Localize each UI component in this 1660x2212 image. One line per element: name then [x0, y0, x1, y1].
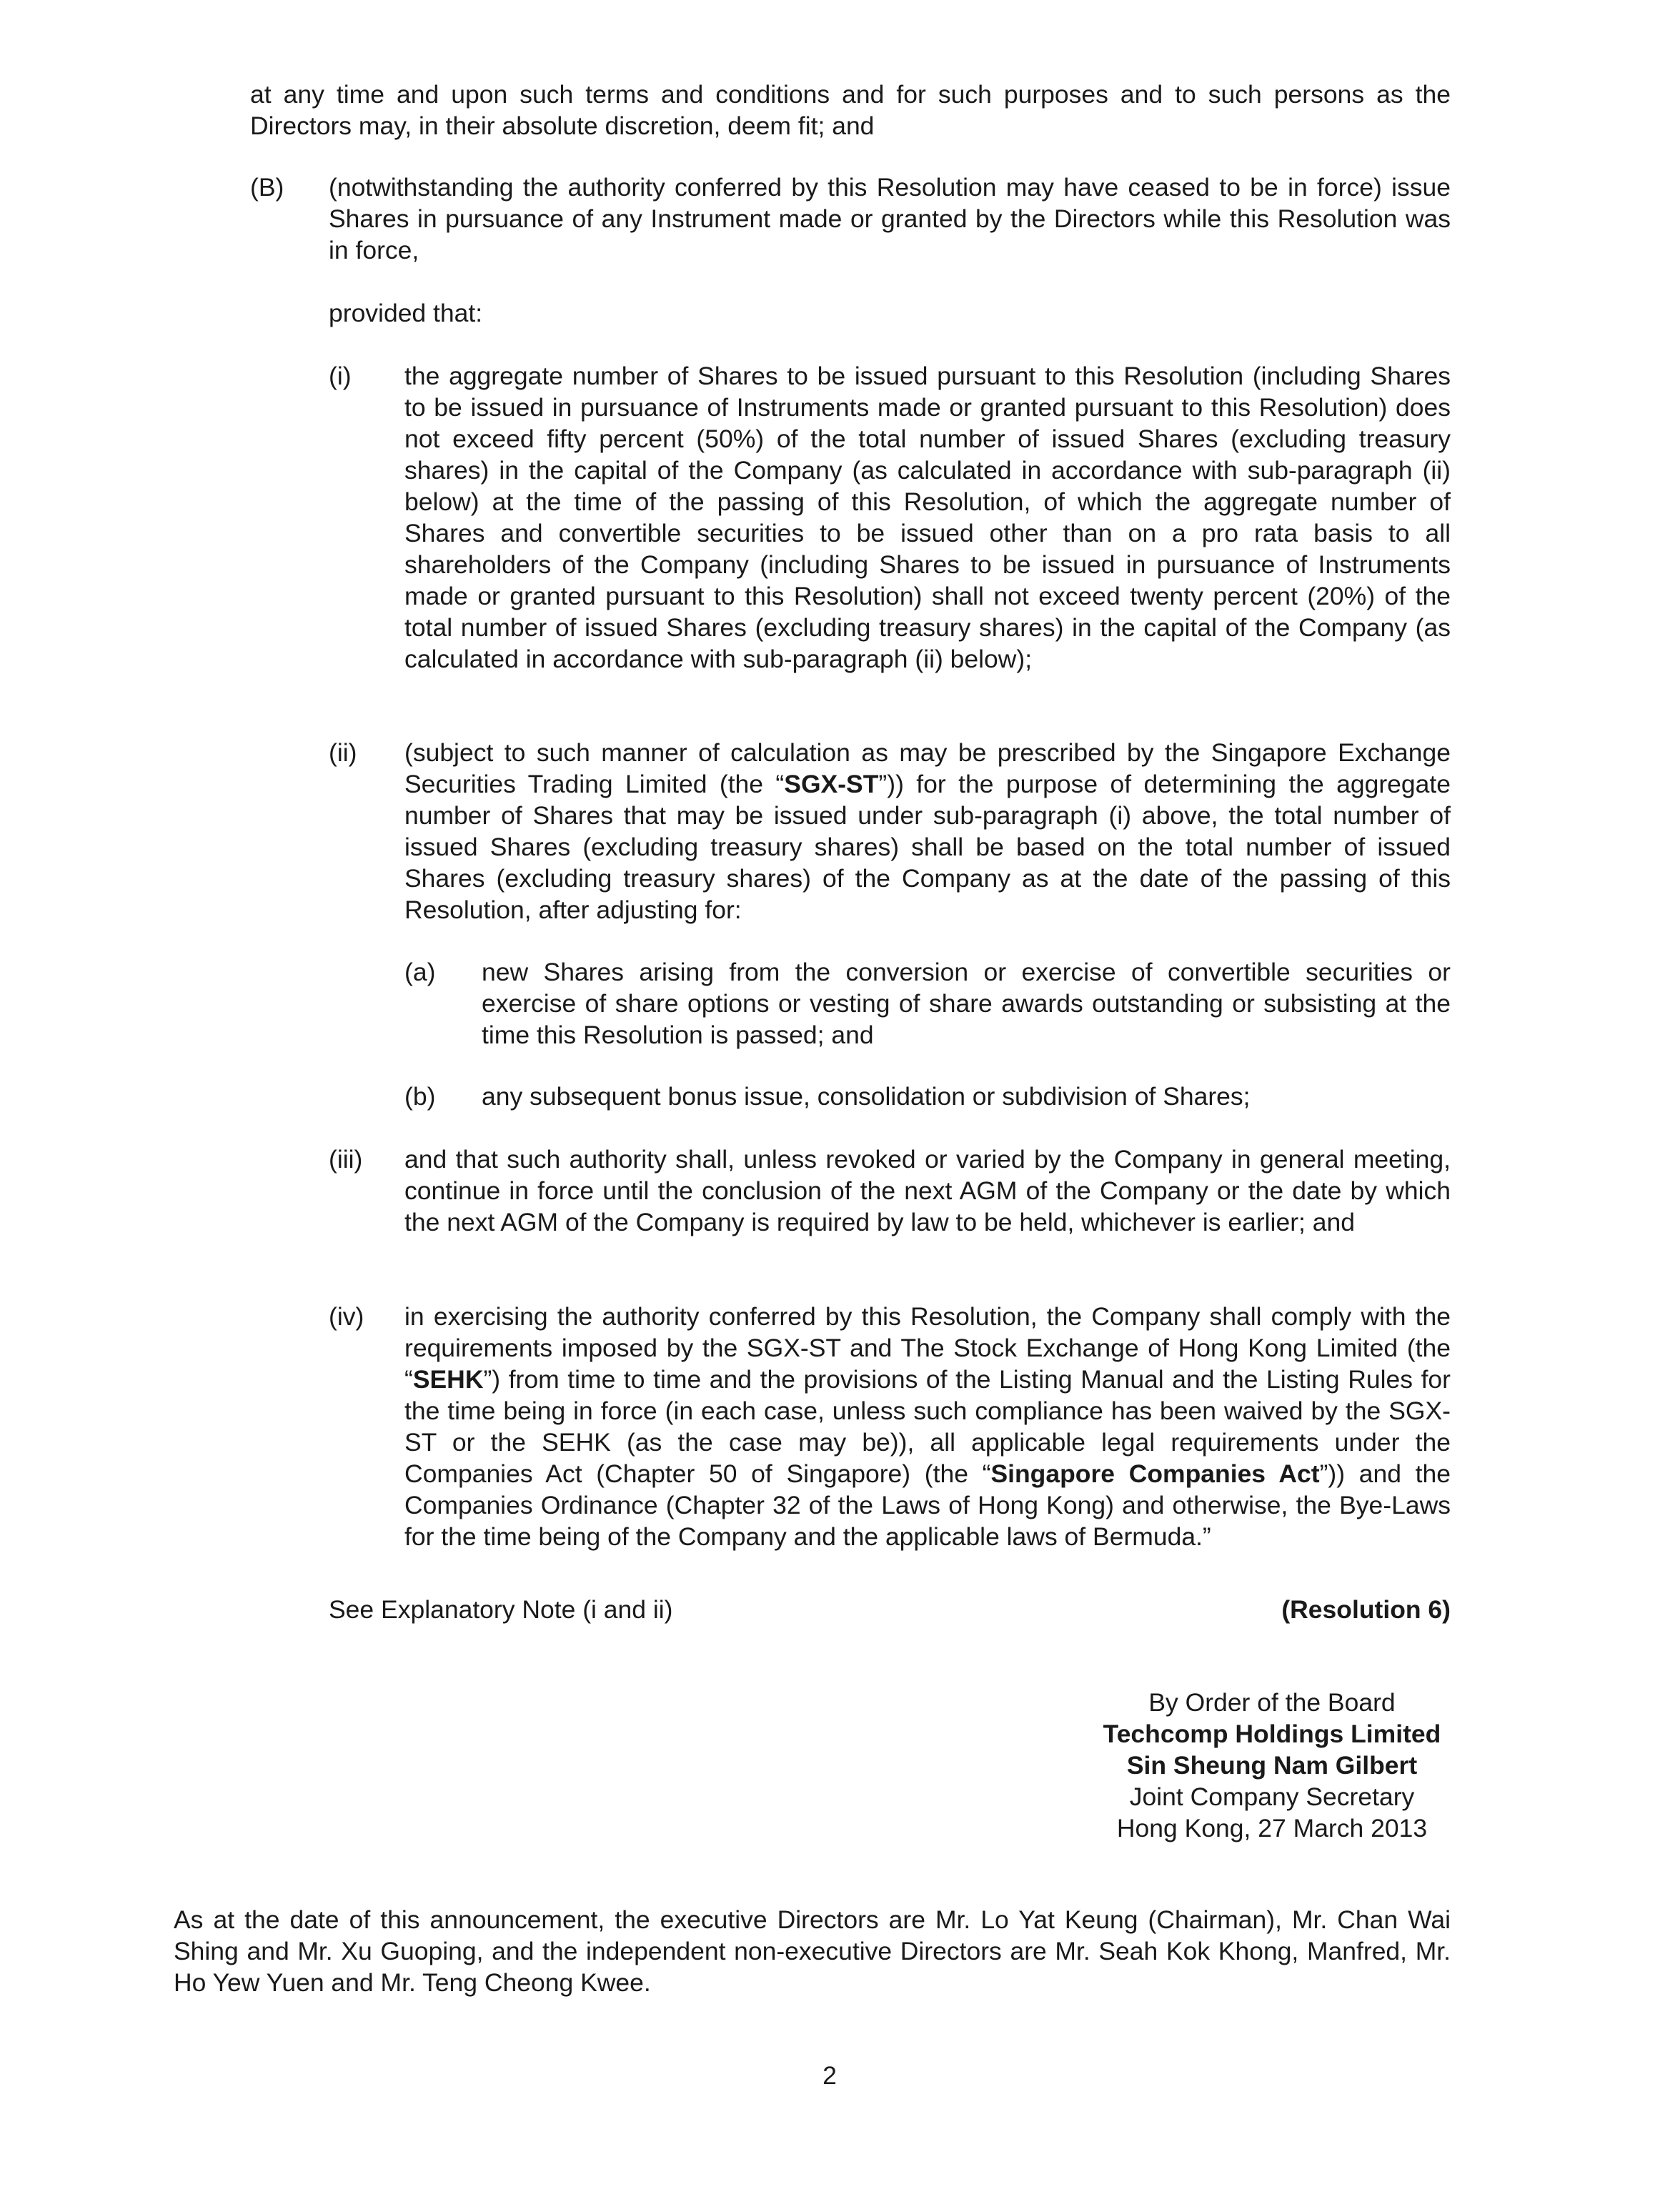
item-b-text: any subsequent bonus issue, consolidation or subdivision of Shares; — [482, 1082, 1251, 1111]
provided-that: provided that: — [329, 299, 483, 327]
sub-paragraph-ii-marker: (ii) — [329, 738, 357, 767]
explanatory-note: See Explanatory Note (i and ii) — [329, 1595, 673, 1624]
signature-block — [1086, 1687, 1458, 1844]
sub-paragraph-iv-text-1: in exercising the authority conferred by this Resolution, the Company shall comply with the requirements imposed by the SGX-ST and The Stock Exchange of Hong Kong Limited (the “ — [404, 1302, 1451, 1394]
sub-paragraph-ii-text-2: ”)) for the purpose of determining the aggregate number of Shares that may be issued under sub-paragraph (i) above, the total number of issued Shares (excluding treasury shares) shall be based on the total number of issued Shares (excluding treasury shares) of the Company as at the date of the passing of this Resolution, after adjusting for: — [404, 770, 1451, 924]
clause-b-marker: (B) — [250, 173, 284, 202]
signatory-name-text: Sin Sheung Nam Gilbert — [1126, 1751, 1418, 1780]
signatory-name — [1086, 1750, 1458, 1781]
item-a-text: new Shares arising from the conversion or exercise of convertible securities or exercise of share options or vesting of share awards outstanding or subsisting at the time this Resolution is passed; and — [482, 958, 1451, 1049]
sgx-st-term: SGX-ST — [784, 770, 879, 798]
directors-statement: As at the date of this announcement, the executive Directors are Mr. Lo Yat Keung (Chairman), Mr. Chan Wai Shing and Mr. Xu Guoping, and the independent non-executive Directors are Mr. Seah Kok Khong, Manfred, Mr. Ho Yew Yuen and Mr. Teng Cheong Kwee. — [174, 1905, 1451, 1997]
item-b-marker: (b) — [404, 1082, 436, 1111]
sub-paragraph-iii-marker: (iii) — [329, 1145, 363, 1174]
sub-paragraph-iv-text-2: ”) from time to time and the provisions of the Listing Manual and the Listing Rules for the time being in force (in each case, unless such compliance has been waived by the SGX-ST or the SEHK (as the case may be)), all applicable legal requirements under the Companies Act (Chapter 50 of Singapore) (the “ — [404, 1365, 1451, 1488]
place-date: Hong Kong, 27 March 2013 — [1116, 1814, 1428, 1842]
clause-b-text: (notwithstanding the authority conferred by this Resolution may have ceased to be in force) issue Shares in pursuance of any Instrument made or granted by the Directors while this Resolution was in force, — [329, 173, 1451, 264]
intro-paragraph: at any time and upon such terms and conditions and for such purposes and to such persons as the Directors may, in their absolute discretion, deem fit; and — [250, 80, 1451, 140]
company-name — [1086, 1718, 1458, 1750]
sub-paragraph-iii-text: and that such authority shall, unless revoked or varied by the Company in general meeting, continue in force until the conclusion of the next AGM of the Company or the date by which the next AGM of the Company is required by law to be held, whichever is earlier; and — [404, 1145, 1451, 1236]
signature-line: By Order of the Board — [1148, 1688, 1396, 1717]
signatory-title: Joint Company Secretary — [1129, 1782, 1415, 1811]
sub-paragraph-i-marker: (i) — [329, 362, 352, 390]
sub-paragraph-iv-text — [404, 1301, 1451, 1552]
resolution-number: (Resolution 6) — [1281, 1595, 1451, 1624]
sub-paragraph-ii-text-1: (subject to such manner of calculation as may be prescribed by the Singapore Exchange Securities Trading Limited (the “ — [404, 738, 1451, 798]
sub-paragraph-i-text: the aggregate number of Shares to be issued pursuant to this Resolution (including Shares to be issued in pursuance of Instruments made or granted pursuant to this Resolution) does not exceed fifty percent (50%) of the total number of issued Shares (excluding treasury shares) in the capital of the Company (as calculated in accordance with sub-paragraph (ii) below) at the time of the passing of this Resolution, of which the aggregate number of Shares and convertible securities to be issued other than on a pro rata basis to all shareholders of the Company (including Shares to be issued in pursuance of Instruments made or granted pursuant to this Resolution) shall not exceed twenty percent (20%) of the total number of issued Shares (excluding treasury shares) in the capital of the Company (as calculated in accordance with sub-paragraph (ii) below); — [404, 362, 1451, 673]
sehk-term: SEHK — [412, 1365, 484, 1394]
singapore-companies-act-term: Singapore Companies Act — [990, 1459, 1320, 1488]
page-number: 2 — [822, 2061, 837, 2090]
sub-paragraph-ii-text — [404, 737, 1451, 926]
resolution-label — [1165, 1594, 1451, 1625]
item-a-marker: (a) — [404, 958, 436, 986]
sub-paragraph-iv-text-3: ”)) and the Companies Ordinance (Chapter 32 of the Laws of Hong Kong) and otherwise, the Bye-Laws for the time being of the Company and the applicable laws of Bermuda.” — [404, 1459, 1451, 1551]
sub-paragraph-iv-marker: (iv) — [329, 1302, 364, 1331]
company-name-text: Techcomp Holdings Limited — [1103, 1720, 1441, 1748]
